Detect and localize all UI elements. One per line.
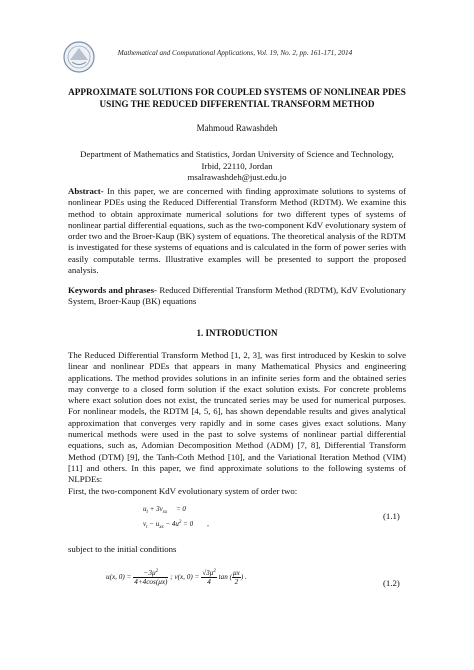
abstract xyxy=(68,186,406,276)
affiliation xyxy=(80,149,394,184)
initial-conditions-text: subject to the initial conditions xyxy=(68,544,177,554)
section-heading: 1. INTRODUCTION xyxy=(196,328,278,338)
abstract-label: Abstract- xyxy=(68,186,104,196)
affiliation-department: Department of Mathematics and Statistics, Jordan University of Science and Technology, Irbid, 22110, Jordan xyxy=(80,149,394,171)
author-name: Mahmoud Rawashdeh xyxy=(196,123,278,133)
equation-1-1-number: (1.1) xyxy=(383,511,400,521)
introduction-text xyxy=(68,350,406,497)
paper-title: APPROXIMATE SOLUTIONS FOR COUPLED SYSTEMS OF NONLINEAR PDES USING THE REDUCED DIFFERENTIAL TRANSFORM METHOD xyxy=(68,87,406,109)
keywords xyxy=(68,285,406,308)
introduction-first-line: First, the two-component KdV evolutionary system of order two: xyxy=(68,485,298,496)
journal-citation: Mathematical and Computational Applications, Vol. 19, No. 2, pp. 161-171, 2014 xyxy=(117,49,353,57)
equation-1-2-number: (1.2) xyxy=(383,578,400,588)
introduction-paragraph: The Reduced Differential Transform Method [1, 2, 3], was first introduced by Keskin to solve linear and nonlinear PDEs that appears in many Mathematical Physics and engineering applications. The method provides solutions in an infinite series form and the obtained series may converge to a closed form solution if the exact solution exists. For concrete problems where exact solution does not exist, the truncated series may be used for numerical purposes. For nonlinear models, the RDTM [4, 5, 6], has shown dependable results and gives analytical approximation that converges very rapidly and in some cases gives exact solutions. Many numerical methods were used in the past to solve systems of nonlinear partial differential equations, such as, Adomian Decomposition Method (ADM) [7, 8], Differential Transform Method (DTM) [9], the Tanh-Coth Method [10], and the Variational Iteration Method (VIM) [11] and others. In this paper, we find approximate solutions to the following systems of NLPDEs: xyxy=(68,350,406,485)
equation-1-1-line1: $u_t + 3v_{xx}$ = 0 xyxy=(143,505,186,515)
keywords-label: Keywords and phrases- xyxy=(68,285,157,295)
abstract-text: In this paper, we are concerned with finding approximate solutions to systems of nonlinear PDEs using the Reduced Differential Transform Method (RDTM). We examine this method to obtain approximate numerical solutions for two different types of systems of nonlinear partial differential equations, such as the two-component KdV evolutionary system of order two and the Broer-Kaup (BK) system of equations. The theoretical analysis of the RDTM is investigated for these systems of equations and is calculated in the form of power series with easily computable terms. Illustrative examples will be presented to support the proposed analysis. xyxy=(68,186,406,276)
equation-1-1-line2: $v_t - u_{xx} - 4u^2 = 0$ , xyxy=(143,520,209,530)
keywords-text: Reduced Differential Transform Method (RDTM), KdV Evolutionary System, Broer-Kaup (BK) equations xyxy=(68,285,406,307)
author-email: msalrawashdeh@just.edu.jo xyxy=(187,172,287,183)
journal-logo-icon xyxy=(62,40,96,74)
equation-1-2: u(x, 0) = $\frac{-3\mu^2}{4+4\cos(\mu x)}$ ; v(x, 0) = $\frac{√3\mu^2}{4}$ tan ( $\frac{\mu x}{2}$ ) . xyxy=(106,569,247,586)
